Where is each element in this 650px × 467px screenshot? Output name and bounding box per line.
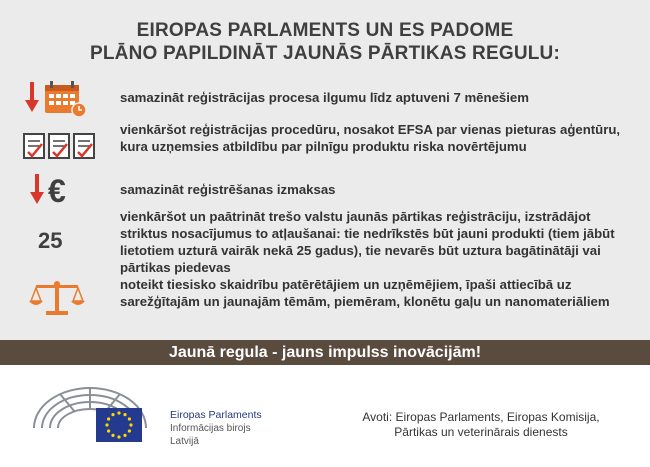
calendar-icon (45, 81, 86, 117)
scales-icon (28, 279, 86, 319)
euro-sign-icon: € (48, 173, 66, 208)
down-arrow-icon (25, 82, 39, 112)
calendar-down-icon (25, 79, 95, 119)
headline-line-2: PLĀNO PAPILDINĀT JAUNĀS PĀRTIKAS REGULU: (90, 43, 560, 64)
number-25-badge: 25 (38, 228, 63, 253)
measure-reduce-registration-time: samazināt reģistrācijas procesa ilgumu līdz aptuveni 7 mēnešiem (120, 90, 529, 105)
headline-line-1: EIROPAS PARLAMENTS UN ES PADOME (136, 20, 514, 41)
measure-simplify-procedure: vienkāršot reģistrācijas procedūru, nosakot EFSA par vienas pieturas aģentūru, kura uzņemsies atbildību par pilnīgu produktu riska novērtējumu (120, 122, 621, 154)
slogan-banner: Jaunā regula - jauns impulss inovācijām! (0, 340, 650, 365)
euro-down-icon (30, 172, 82, 208)
document-icon (24, 134, 44, 158)
european-parliament-logo (30, 380, 170, 446)
document-icon (74, 134, 94, 158)
down-arrow-icon (30, 174, 44, 204)
org-country: Latvijā (170, 436, 199, 447)
measure-third-country-food: vienkāršot un paātrināt trešo valstu jaunās pārtikas reģistrāciju, izstrādājot striktus nosacījumus to atļaušanai: tie nedrīkstēs būt jauni produkti (tiem jābūt lietotiem uzturā vairāk nekā 25 gadus), tie nevarēs būt uztura bagātinātāji vai pārtikas piedevas (120, 209, 615, 275)
org-name: Eiropas Parlaments (170, 409, 262, 421)
measure-legal-clarity: noteikt tiesisko skaidrību patērētājiem un uzņēmējiem, īpaši attiecībā uz sarežģītajām un jaunajām tēmām, piemēram, klonētu gaļu un nanomateriāliem (120, 277, 610, 309)
sources-line-2: Pārtikas un veterinārais dienests (394, 425, 568, 439)
checklist-documents-icon (22, 132, 98, 162)
org-office: Informācijas birojs (170, 423, 251, 434)
measure-reduce-costs: samazināt reģistrēšanas izmaksas (120, 182, 336, 197)
document-icon (49, 134, 69, 158)
sources-line-1: Avoti: Eiropas Parlaments, Eiropas Komisija, (362, 410, 600, 424)
